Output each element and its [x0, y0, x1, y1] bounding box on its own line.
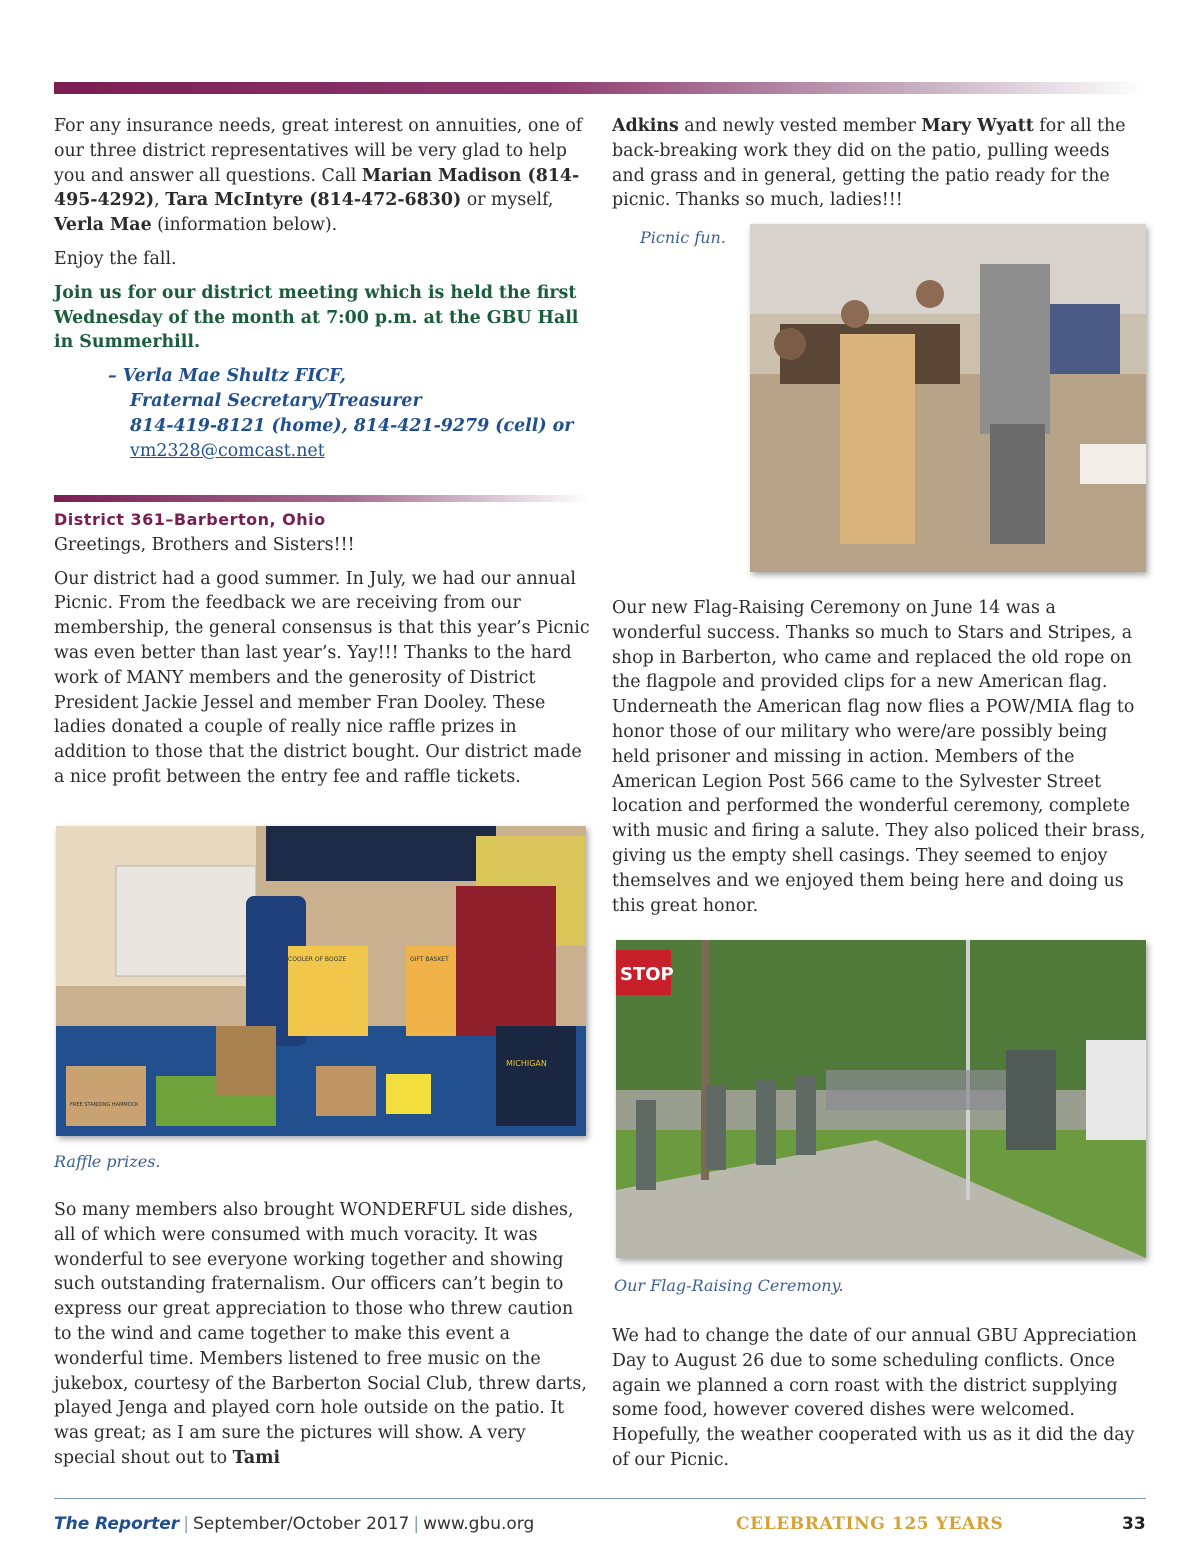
district-section: [54, 508, 590, 799]
stop-sign-text: STOP: [620, 964, 674, 985]
rep-verla: Verla Mae: [54, 215, 152, 236]
thanks-paragraph: [612, 114, 1146, 213]
text-run: for all the back-breaking work they did on the patio, pulling weeds and grass and in general, getting the patio ready for the picnic. Thanks so much, ladies!!!: [612, 116, 1126, 211]
flag-ceremony-paragraph: Our new Flag-Raising Ceremony on June 14 was a wonderful success. Thanks so much to Stars and Stripes, a shop in Barberton, who came and replaced the old rope on the flagpole and provided clips for a new American flag. Underneath the American flag now flies a POW/MIA flag to honor those of our military who were/are possibly being held prisoner and missing in action. Members of the American Legion Post 566 came to the Sylvester Street location and performed the wonderful ceremony, complete with music and firing a salute. They also policed their brass, giving us the empty shell casings. They seemed to enjoy themselves and we enjoyed them being here and doing us this great honor.: [612, 598, 1146, 916]
side-dishes-section: [54, 1198, 590, 1480]
right-column-top: [612, 114, 1146, 222]
name-adkins: Adkins: [612, 116, 679, 136]
fall-paragraph: Enjoy the fall.: [54, 248, 177, 269]
top-accent-bar: [54, 82, 1146, 94]
caption-picnic: Picnic fun.: [640, 228, 726, 247]
flag-ceremony-section: [612, 596, 1146, 927]
appreciation-paragraph: We had to change the date of our annual GBU Appreciation Day to August 26 due to some scheduling conflicts. Once again we planned a corn roast with the district supplying some food, however covered dishes were welcomed. Hopefully, the weather cooperated with us as it did the day of our Picnic.: [612, 1326, 1137, 1470]
section-title: District 361–Barberton, Ohio: [54, 510, 326, 529]
text-run: (information below).: [151, 215, 338, 236]
sign-cooler: COOLER OF BOOZE: [288, 956, 347, 963]
rep-marian: Marian Madison (814-495-4292): [54, 165, 580, 211]
footer-celebrating: [736, 1514, 1003, 1534]
banner-text: MICHIGAN: [506, 1059, 547, 1068]
signature-name: – Verla Mae Shultz FICF,: [108, 366, 346, 387]
page-number: 33: [1122, 1514, 1146, 1534]
section-divider-bar: [54, 495, 590, 502]
flag-raising-photo: [616, 940, 1146, 1258]
insurance-paragraph: [54, 114, 590, 238]
signature-title: Fraternal Secretary/Treasurer: [130, 391, 422, 412]
signature-email-link[interactable]: vm2328@comcast.net: [130, 441, 325, 462]
appreciation-section: [612, 1324, 1146, 1482]
caption-raffle: Raffle prizes.: [54, 1152, 161, 1171]
meeting-notice: Join us for our district meeting which is held the first Wednesday of the month at 7:00 p.m. at the GBU Hall in Summerhill.: [54, 282, 579, 353]
rep-tara: Tara McIntyre (814-472-6830): [165, 190, 462, 211]
text-run: and newly vested member: [678, 116, 922, 136]
text-run: For any insurance needs, great interest on annuities, one of our three district representatives will be very glad to help you and answer all questions. Call: [54, 116, 583, 186]
summer-paragraph: Our district had a good summer. In July, we had our annual Picnic. From the feedback we are receiving from our membership, the general consensus is that this year’s Picnic was even better than last year’s. Yay!!! Thanks to the hard work of MANY members and the generosity of District President Jackie Jessel and member Fran Dooley. These ladies donated a couple of really nice raffle prizes in addition to those that the district bought. Our district made a nice profit between the entry fee and raffle tickets.: [54, 568, 590, 787]
footer-title: The Reporter: [54, 1514, 180, 1534]
footer-rule: [54, 1498, 1146, 1499]
footer-page-number: [1122, 1514, 1146, 1534]
footer-issue: September/October 2017: [192, 1514, 410, 1534]
side-dishes-paragraph: [54, 1198, 590, 1471]
footer-separator: |: [183, 1514, 189, 1534]
name-tami: Tami: [232, 1447, 281, 1468]
picnic-fun-photo: [750, 224, 1146, 572]
name-mary-wyatt: Mary Wyatt: [921, 116, 1034, 136]
text-run: So many members also brought WONDERFUL side dishes, all of which were consumed with much voracity. It was wonderful to see everyone working together and showing such outstanding fraternalism. Our officers can’t begin to express our great appreciation to those who threw caution to the wind and came together to make this event a wonderful time. Members listened to free music on the jukebox, courtesy of the Barberton Social Club, threw darts, played Jenga and played corn hole outside on the patio. It was great; as I am sure the pictures will show. A very special shout out to: [54, 1200, 587, 1468]
left-column: [54, 114, 590, 464]
sign-hammock: FREE STANDING HAMMOCK: [70, 1102, 139, 1108]
text-run: ,: [154, 190, 166, 211]
raffle-prizes-photo: [56, 826, 586, 1136]
footer-separator: |: [413, 1514, 420, 1534]
celebrating-text: CELEBRATING 125 YEARS: [736, 1514, 1004, 1534]
signature-phones: 814-419-8121 (home), 814-421-9279 (cell) or: [130, 416, 574, 437]
caption-flag: Our Flag-Raising Ceremony.: [614, 1276, 844, 1295]
greeting: Greetings, Brothers and Sisters!!!: [54, 534, 355, 555]
text-run: or myself,: [461, 190, 554, 211]
footer-site-link[interactable]: www.gbu.org: [423, 1514, 535, 1534]
signature-block: [108, 364, 590, 464]
footer-left: [54, 1514, 534, 1534]
sign-basket: GIFT BASKET: [410, 956, 449, 963]
